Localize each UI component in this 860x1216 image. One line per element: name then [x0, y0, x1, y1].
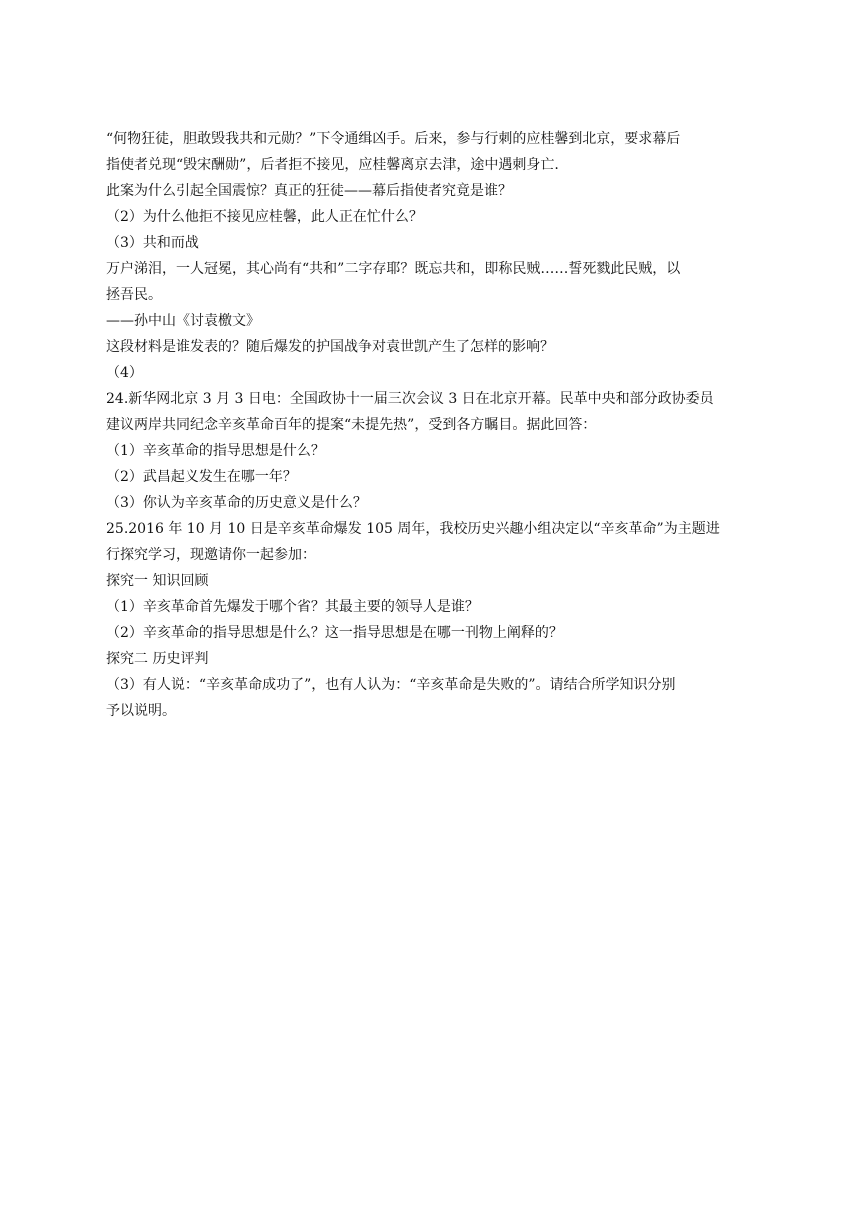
quote-text: 拯吾民。 — [106, 287, 162, 303]
question-text: 这段材料是谁发表的？随后爆发的护国战争对袁世凯产生了怎样的影响？ — [106, 339, 554, 355]
question-item: （1）辛亥革命首先爆发于哪个省？其最主要的领导人是谁？ — [106, 599, 479, 615]
question-item: （1）辛亥革命的指导思想是什么？ — [106, 443, 325, 459]
question-item: （2）武昌起义发生在哪一年？ — [106, 469, 297, 485]
section-heading: 探究二 历史评判 — [106, 651, 209, 667]
quote-source: ——孙中山《讨袁檄文》 — [106, 313, 260, 329]
question-24-text: 24.新华网北京 3 月 3 日电：全国政协十一届三次会议 3 日在北京开幕。民革中央和部分政协委员 — [106, 391, 714, 407]
question-item: （3）你认为辛亥革命的历史意义是什么？ — [106, 495, 367, 511]
quote-text: 万户涕泪，一人冠冕，其心尚有“共和”二字存耶？既忘共和，即称民贼……誓死戮此民贼，以 — [106, 261, 681, 277]
question-text: 此案为什么引起全国震惊？真正的狂徒——幕后指使者究竟是谁？ — [106, 183, 512, 199]
question-item: （3）有人说：“辛亥革命成功了”，也有人认为：“辛亥革命是失败的”。请结合所学知识分别 — [106, 677, 676, 693]
section-heading: 探究一 知识回顾 — [106, 573, 209, 589]
question-item: （2）辛亥革命的指导思想是什么？这一指导思想是在哪一刊物上阐释的？ — [106, 625, 563, 641]
question-item: 予以说明。 — [106, 703, 176, 719]
text-line: “何物狂徒，胆敢毁我共和元勋？”下令通缉凶手。后来，参与行刺的应桂馨到北京，要求幕后 — [106, 131, 681, 147]
document-body — [106, 126, 758, 724]
question-24-text: 建议两岸共同纪念辛亥革命百年的提案“未提先热”，受到各方瞩目。据此回答： — [106, 417, 597, 433]
question-25-text: 25.2016 年 10 月 10 日是辛亥革命爆发 105 周年，我校历史兴趣小组决定以“辛亥革命”为主题进 — [106, 521, 720, 537]
question-item: （2）为什么他拒不接见应桂馨，此人正在忙什么？ — [106, 209, 423, 225]
question-item: （4） — [106, 365, 143, 381]
section-heading: （3）共和而战 — [106, 235, 199, 251]
question-25-text: 行探究学习，现邀请你一起参加： — [106, 547, 316, 563]
text-line: 指使者兑现“毁宋酬勋”，后者拒不接见，应桂馨离京去津，途中遇刺身亡. — [106, 157, 559, 173]
